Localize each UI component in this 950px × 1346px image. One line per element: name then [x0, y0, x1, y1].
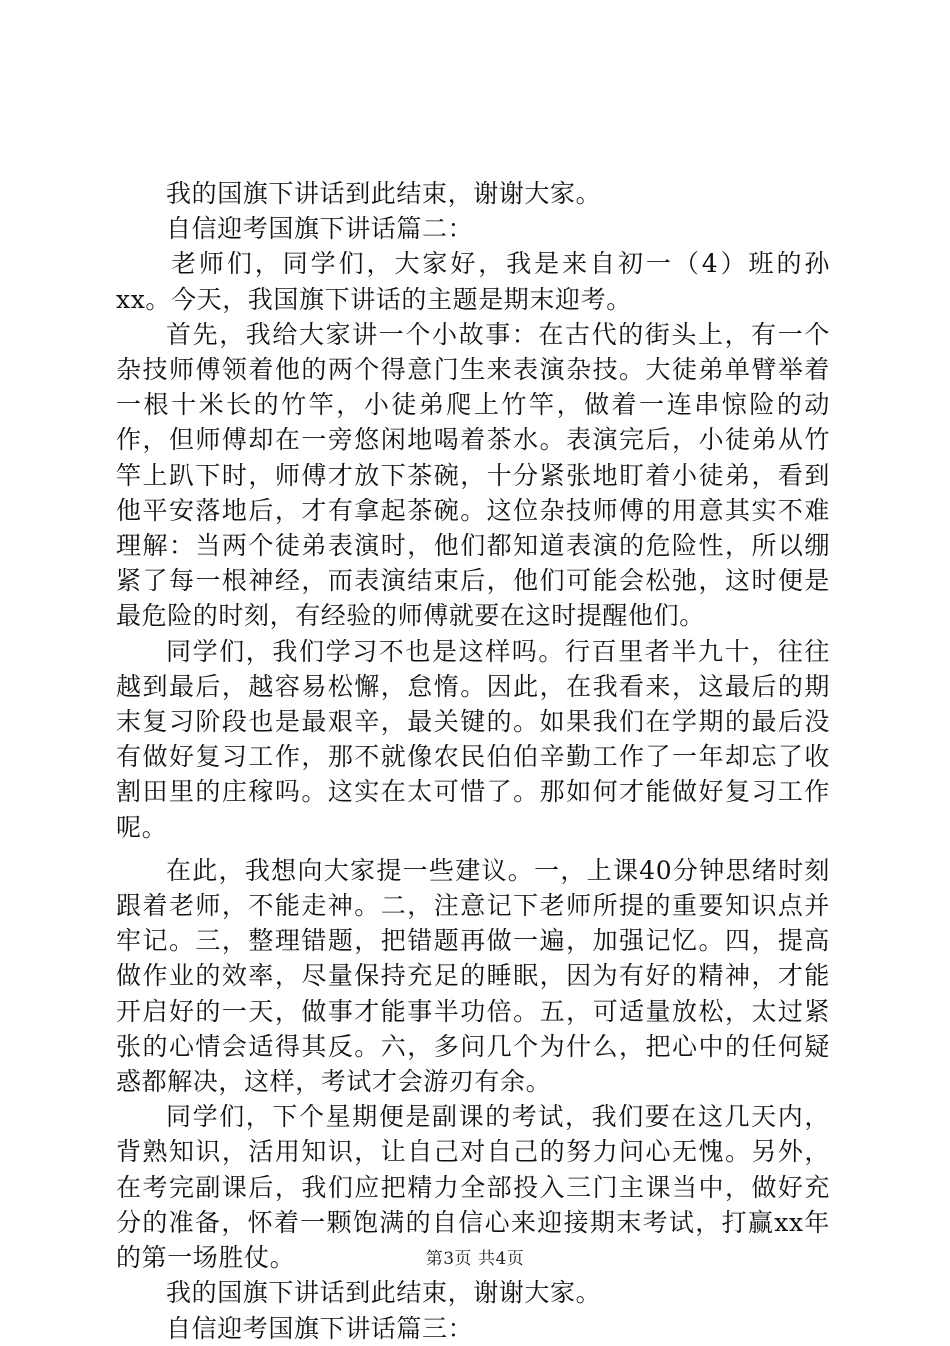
- study-analogy-paragraph: 同学们，我们学习不也是这样吗。行百里者半九十，往往越到最后，越容易松懈，怠惰。因此，在我看来，这最后的期末复习阶段也是最艰辛，最关键的。如果我们在学期的最后没有做好复习工作，那不就像农民伯伯辛勤工作了一年却忘了收割田里的庄稼吗。这实在太可惜了。那如何才能做好复习工作呢。: [116, 636, 830, 842]
- closing-paragraph: 我的国旗下讲话到此结束，谢谢大家。: [166, 179, 602, 208]
- closing-paragraph-two: 我的国旗下讲话到此结束，谢谢大家。: [166, 1278, 602, 1308]
- suggestions-paragraph: 在此，我想向大家提一些建议。一，上课40分钟思绪时刻跟着老师，不能走神。二，注意记下老师所提的重要知识点并牢记。三，整理错题，把错题再做一遍，加强记忆。四，提高做作业的效率，尽量保持充足的睡眠，因为有好的精神，才能开启好的一天，做事才能事半功倍。五，可适量放松，太过紧张的心情会适得其反。六，多问几个为什么，把心中的任何疑惑都解决，这样，考试才会游刃有余。: [116, 855, 830, 1097]
- section-heading-speech-two: 自信迎考国旗下讲话篇二：: [166, 214, 474, 244]
- section-heading-speech-three: 自信迎考国旗下讲话篇三：: [166, 1313, 474, 1343]
- page-number-footer: 第3页 共4页: [425, 1249, 525, 1269]
- document-body: [116, 176, 830, 1346]
- exam-plan-paragraph: 同学们，下个星期便是副课的考试，我们要在这几天内，背熟知识，活用知识，让自己对自己的努力问心无愧。另外，在考完副课后，我们应把精力全部投入三门主课当中，做好充分的准备，怀着一颗饱满的自信心来迎接期末考试，打赢xx年的第一场胜仗。: [116, 1102, 830, 1273]
- story-paragraph: 首先，我给大家讲一个小故事：在古代的街头上，有一个杂技师傅领着他的两个得意门生来表演杂技。大徒弟单臂举着一根十米长的竹竿，小徒弟爬上竹竿，做着一连串惊险的动作，但师傅却在一旁悠闲地喝着茶水。表演完后，小徒弟从竹竿上趴下时，师傅才放下茶碗，十分紧张地盯着小徒弟，看到他平安落地后，才有拿起茶碗。这位杂技师傅的用意其实不难理解：当两个徒弟表演时，他们都知道表演的危险性，所以绷紧了每一根神经，而表演结束后，他们可能会松弛，这时便是最危险的时刻，有经验的师傅就要在这时提醒他们。: [116, 319, 830, 631]
- greeting-paragraph: 老师们，同学们，大家好，我是来自初一（4）班的孙xx。今天，我国旗下讲话的主题是期末迎考。: [116, 249, 830, 314]
